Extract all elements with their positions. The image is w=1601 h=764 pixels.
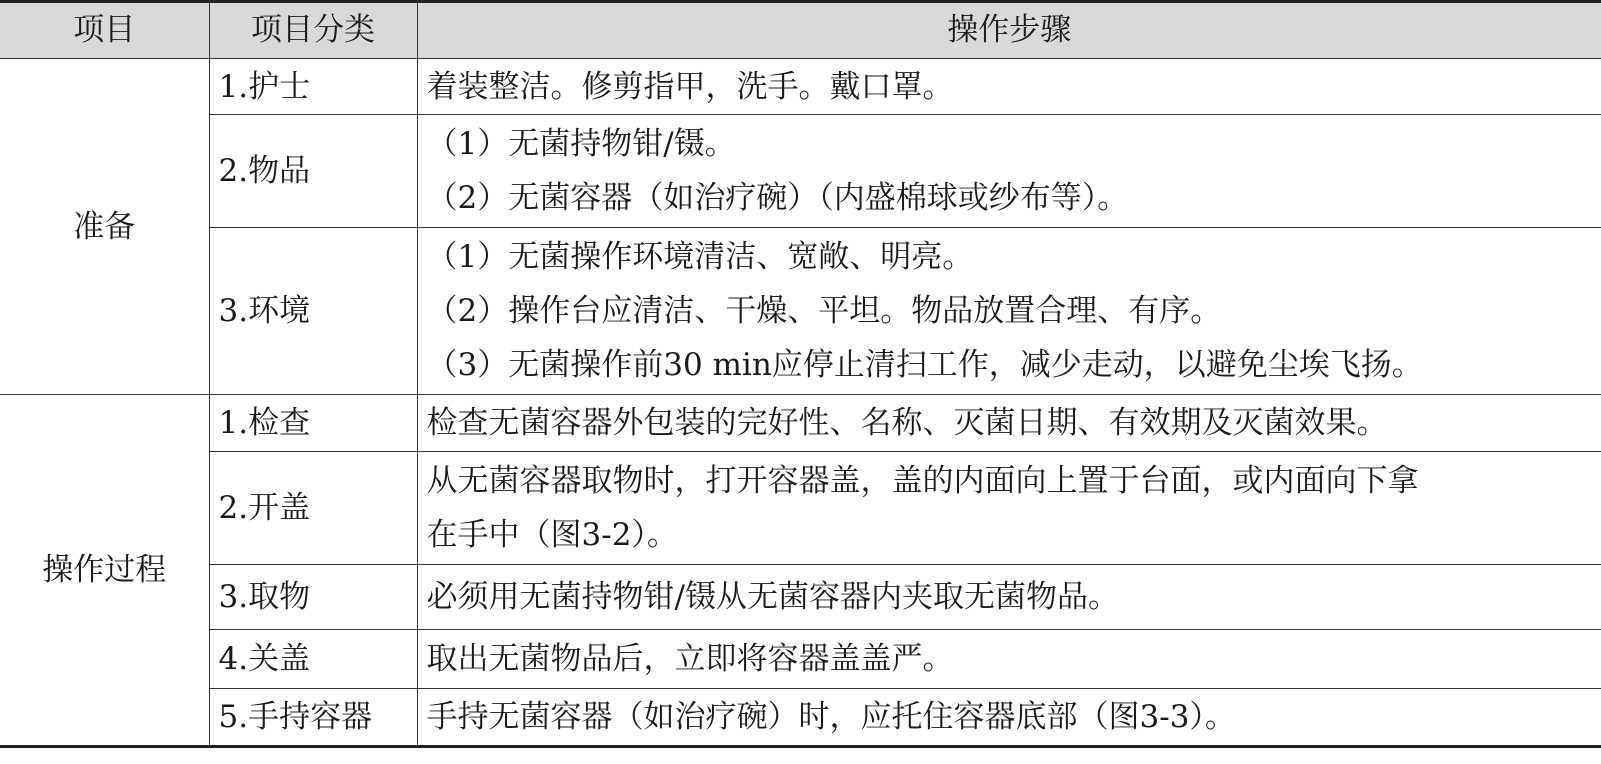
step-line: （3）无菌操作前30 min应停止清扫工作，减少走动，以避免尘埃飞扬。 xyxy=(426,347,1423,383)
subcategory-cell: 5.手持容器 xyxy=(209,689,417,747)
category-cell: 操作过程 xyxy=(0,395,209,747)
step-line: 从无菌容器取物时，打开容器盖，盖的内面向上置于台面，或内面向下拿 xyxy=(426,463,1419,499)
step-line: （2）无菌容器（如治疗碗）（内盛棉球或纱布等）。 xyxy=(426,180,1129,216)
steps-cell xyxy=(417,115,1601,228)
step-line: 手持无菌容器（如治疗碗）时，应托住容器底部（图3-3）。 xyxy=(426,699,1236,735)
step-line: （2）操作台应清洁、干燥、平坦。物品放置合理、有序。 xyxy=(426,293,1222,329)
steps-cell xyxy=(417,565,1601,630)
step-line: 着装整洁。修剪指甲，洗手。戴口罩。 xyxy=(426,68,954,105)
step-line: 必须用无菌持物钳/镊从无菌容器内夹取无菌物品。 xyxy=(426,579,1119,615)
steps-cell xyxy=(417,689,1601,747)
header-subcategory: 项目分类 xyxy=(209,2,417,59)
header-steps: 操作步骤 xyxy=(417,2,1601,59)
table-row xyxy=(0,59,1601,115)
steps-cell xyxy=(417,630,1601,689)
table-row xyxy=(0,115,1601,228)
table-row xyxy=(0,689,1601,747)
subcategory-cell: 3.环境 xyxy=(209,228,417,395)
steps-cell xyxy=(417,228,1601,395)
table-row xyxy=(0,228,1601,395)
steps-cell xyxy=(417,452,1601,565)
step-line: 取出无菌物品后，立即将容器盖盖严。 xyxy=(426,641,954,677)
subcategory-cell: 2.开盖 xyxy=(209,452,417,565)
subcategory-cell: 1.护士 xyxy=(209,59,417,115)
step-line: 在手中（图3-2）。 xyxy=(426,517,678,553)
category-cell: 准备 xyxy=(0,59,209,395)
subcategory-cell: 2.物品 xyxy=(209,115,417,228)
step-line: （1）无菌操作环境清洁、宽敞、明亮。 xyxy=(426,239,974,275)
subcategory-cell: 4.关盖 xyxy=(209,630,417,689)
subcategory-cell: 1.检查 xyxy=(209,395,417,452)
table-header xyxy=(0,2,1601,59)
table-row xyxy=(0,630,1601,689)
header-item: 项目 xyxy=(0,2,209,59)
table-row xyxy=(0,395,1601,452)
step-line: （1）无菌持物钳/镊。 xyxy=(426,126,736,162)
table-row xyxy=(0,452,1601,565)
subcategory-cell: 3.取物 xyxy=(209,565,417,630)
steps-cell xyxy=(417,395,1601,452)
step-line: 检查无菌容器外包装的完好性、名称、灭菌日期、有效期及灭菌效果。 xyxy=(426,405,1388,441)
table-body xyxy=(0,59,1601,747)
table-row xyxy=(0,565,1601,630)
steps-cell xyxy=(417,59,1601,115)
